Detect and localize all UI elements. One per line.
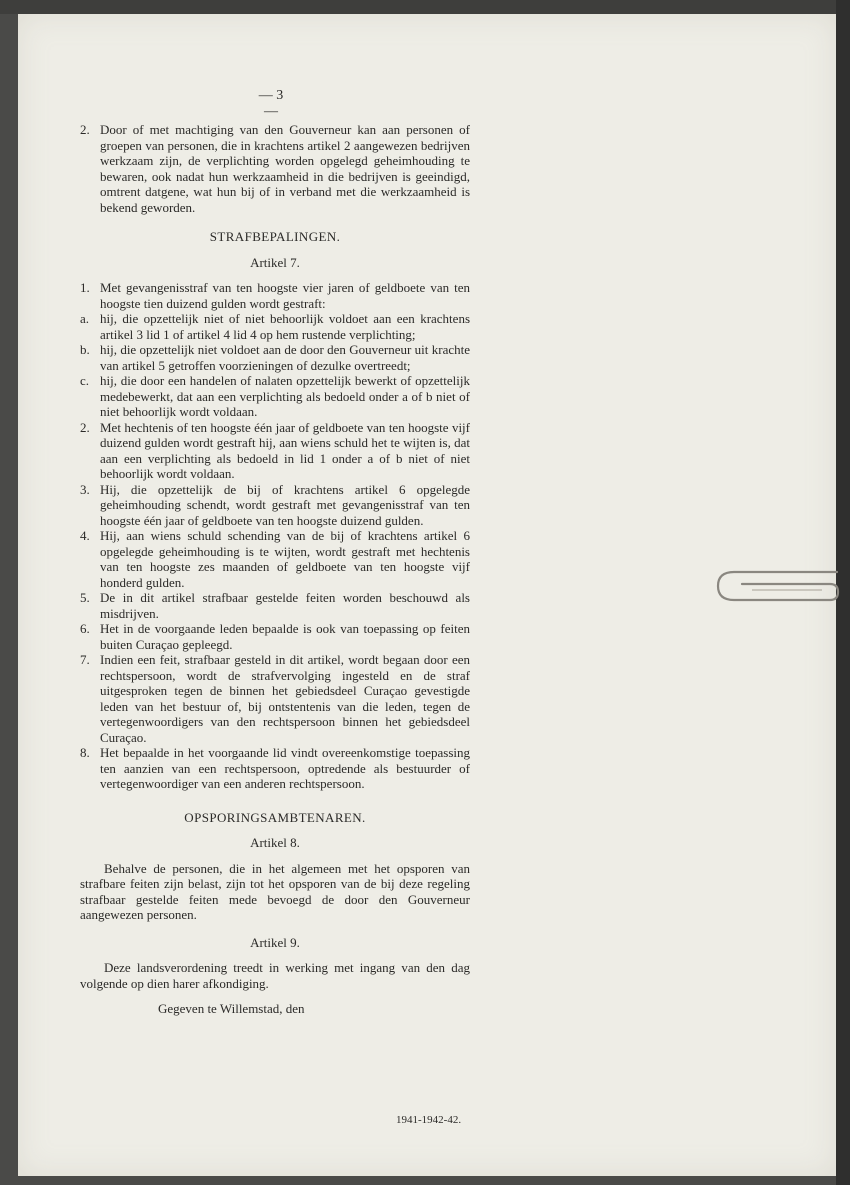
article-7-item-4 [80,528,470,590]
item-number: 6. [80,621,90,636]
section-heading-opsporingsambtenaren: OPSPORINGSAMBTENAREN. [184,809,366,825]
paperclip-icon [712,560,842,610]
item-number: 3. [80,481,90,497]
article-7-item-5 [80,590,470,621]
scan-border-top [0,0,850,14]
item-text: Met hechtenis of ten hoogste één jaar of geldboete van ten hoogste vijf duizend gulden wordt gestraft hij, aan wiens schuld het te wijten is, dat aan een verplichting als bedoeld in lid 1 onder a of b niet of niet behoorlijk wordt voldaan. [100,419,470,481]
item-number: 7. [80,652,90,667]
article-6-item-2 [80,122,470,215]
article-7-subitem-b [80,342,470,373]
article-8-title: Artikel 8. [250,835,300,850]
article-7-item-6 [80,621,470,652]
subitem-text: hij, die opzettelijk niet voldoet aan de door den Gouverneur uit krachte van artikel 5 getroffen voorzieningen of dezulke overtreedt; [100,342,470,373]
subitem-letter: a. [80,311,90,326]
page-number: — 3 — [258,88,284,119]
item-text: Met gevangenisstraf van ten hoogste vier jaren of geldboete van ten hoogste tien duizend gulden wordt gestraft: [100,280,470,311]
item-number: 5. [80,590,90,605]
subitem-letter: c. [80,373,90,388]
article-7-item-8 [80,745,470,792]
item-number: 1. [80,280,90,295]
item-number: 2. [80,122,90,137]
subitem-text: hij, die opzettelijk niet of niet behoorlijk voldoet aan een krachtens artikel 3 lid 1 of artikel 4 lid 4 op hem rustende verplichting; [100,311,470,342]
article-9-text: Deze landsverordening treedt in werking met ingang van den dag volgende op dien harer afkondiging. [80,960,470,991]
document-code: 1941-1942-42. [396,1114,462,1126]
item-text: Het bepaalde in het voorgaande lid vindt overeenkomstige toepassing ten aanzien van een rechtspersoon, optredende als bestuurder of vertegenwoordiger van een anderen rechtspersoon. [100,745,470,791]
item-number: 8. [80,745,90,760]
article-7-subitem-c [80,373,470,420]
subitem-text: hij, die door een handelen of nalaten opzettelijk bewerkt of opzettelijk medebewerkt, dat aan een verplichting als bedoeld onder a of b niet of niet behoorlijk wordt voldaan. [100,373,470,419]
article-7-item-1 [80,280,470,311]
item-text: Hij, aan wiens schuld schending van de bij of krachtens artikel 6 opgelegde geheimhouding is te wijten, wordt gestraft met hechtenis van ten hoogste zes maanden of geldboete van ten hoogste vijf honderd gulden. [100,528,470,590]
article-8-text: Behalve de personen, die in het algemeen met het opsporen van strafbare feiten zijn belast, zijn tot het opsporen van de bij deze regeling strafbaar gestelde feiten mede bevoegd de door den Gouverneur aangewezen personen. [80,860,470,922]
item-text: Het in de voorgaande leden bepaalde is ook van toepassing op feiten buiten Curaçao gepleegd. [100,621,470,652]
item-number: 4. [80,528,90,543]
item-text: De in dit artikel strafbaar gestelde feiten worden beschouwd als misdrijven. [100,590,470,621]
article-9-title: Artikel 9. [250,934,300,950]
article-7-item-7 [80,652,470,745]
item-number: 2. [80,419,90,435]
article-7-title: Artikel 7. [250,254,300,270]
subitem-letter: b. [80,342,90,357]
article-7-subitem-a [80,311,470,342]
closing-line: Gegeven te Willemstad, den [158,1001,305,1016]
section-heading-strafbepalingen: STRAFBEPALINGEN. [209,229,341,244]
article-7-item-3 [80,482,470,529]
document-body [80,122,470,1017]
item-text: Door of met machtiging van den Gouverneur kan aan personen of groepen van personen, die in krachtens artikel 2 aangewezen bedrijven werkzaam zijn, de verplichting worden opgelegd geheimhouding te bewaren, ook nadat hun werkzaamheid in die bedrijven is geeindigd, omtrent datgene, wat hun bij of in verband met die werkzaamheid is bekend geworden. [100,122,470,215]
item-text: Hij, die opzettelijk de bij of krachtens artikel 6 opgelegde geheimhouding schendt, wordt gestraft met gevangenisstraf van ten hoogste één jaar of geldboete van ten hoogste duizend gulden. [100,481,470,528]
article-7-item-2 [80,420,470,482]
item-text: Indien een feit, strafbaar gesteld in dit artikel, wordt begaan door een rechtspersoon, wordt de strafvervolging ingesteld en de straf uitgesproken tegen de binnen het gebiedsdeel Curaçao gevestigde leden van het bestuur of, bij ontstentenis van die leden, tegen de vertegenwoordigers van den rechtspersoon binnen het gebiedsdeel Curaçao. [100,652,470,745]
